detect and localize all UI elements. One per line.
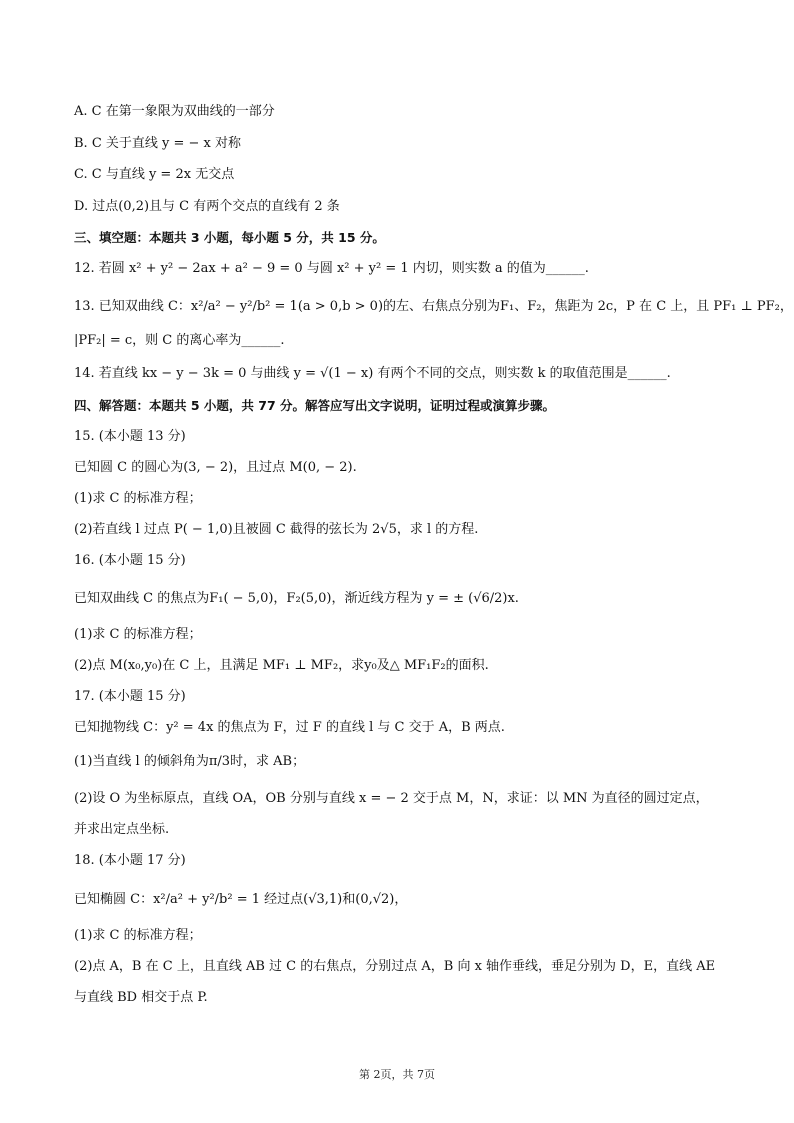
question-18-part-2-line-2: 与直线 BD 相交于点 P. — [74, 990, 208, 1005]
question-18-part-2-line-1: (2)点 A，B 在 C 上，且直线 AB 过 C 的右焦点，分别过点 A，B 向 x 轴作垂线，垂足分别为 D，E，直线 AE — [74, 959, 716, 974]
option-b: B. C 关于直线 y = − x 对称 — [74, 136, 242, 151]
question-14: 14. 若直线 kx − y − 3k = 0 与曲线 y = √(1 − x) 有两个不同的交点，则实数 k 的取值范围是______. — [74, 366, 671, 381]
question-17-header: 17. (本小题 15 分) — [74, 689, 186, 704]
question-15-part-2: (2)若直线 l 过点 P( − 1,0)且被圆 C 截得的弦长为 2√5，求 l 的方程. — [74, 522, 479, 537]
question-18-header: 18. (本小题 17 分) — [74, 853, 186, 868]
question-16-part-2: (2)点 M(x₀,y₀)在 C 上，且满足 MF₁ ⊥ MF₂，求y₀及△ MF₁F₂的面积. — [74, 658, 489, 673]
question-13-line-1: 13. 已知双曲线 C：x²/a² − y²/b² = 1(a > 0,b > 0)的左、右焦点分别为F₁、F₂，焦距为 2c，P 在 C 上，且 PF₁ ⊥ PF₂， — [74, 299, 793, 314]
page-footer: 第 2页，共 7页 — [359, 1068, 435, 1081]
section-answer-header: 四、解答题：本题共 5 小题，共 77 分。解答应写出文字说明，证明过程或演算步骤。 — [74, 398, 556, 413]
option-d: D. 过点(0,2)且与 C 有两个交点的直线有 2 条 — [74, 199, 340, 214]
question-17-part-2-line-1: (2)设 O 为坐标原点，直线 OA，OB 分别与直线 x = − 2 交于点 M，N，求证：以 MN 为直径的圆过定点， — [74, 791, 709, 806]
question-17-part-1: (1)当直线 l 的倾斜角为π/3时，求 AB； — [74, 754, 306, 769]
question-15-part-1: (1)求 C 的标准方程； — [74, 491, 202, 506]
section-fill-in-header: 三、填空题：本题共 3 小题，每小题 5 分，共 15 分。 — [74, 230, 385, 245]
question-18-stem: 已知椭圆 C：x²/a² + y²/b² = 1 经过点(√3,1)和(0,√2)， — [74, 892, 408, 907]
question-15-stem: 已知圆 C 的圆心为(3, − 2)，且过点 M(0, − 2). — [74, 460, 357, 475]
question-17-stem: 已知抛物线 C：y² = 4x 的焦点为 F，过 F 的直线 l 与 C 交于 A，B 两点. — [74, 720, 505, 735]
option-c: C. C 与直线 y = 2x 无交点 — [74, 167, 235, 182]
question-16-stem: 已知双曲线 C 的焦点为F₁( − 5,0)，F₂(5,0)，渐近线方程为 y = ± (√6/2)x. — [74, 591, 519, 606]
option-a: A. C 在第一象限为双曲线的一部分 — [74, 104, 275, 119]
question-13-line-2: |PF₂| = c，则 C 的离心率为______. — [74, 333, 285, 348]
question-16-part-1: (1)求 C 的标准方程； — [74, 627, 202, 642]
question-17-part-2-line-2: 并求出定点坐标. — [74, 822, 170, 837]
question-15-header: 15. (本小题 13 分) — [74, 429, 186, 444]
question-16-header: 16. (本小题 15 分) — [74, 553, 186, 568]
question-18-part-1: (1)求 C 的标准方程； — [74, 928, 202, 943]
question-12: 12. 若圆 x² + y² − 2ax + a² − 9 = 0 与圆 x² + y² = 1 内切，则实数 a 的值为______. — [74, 261, 589, 276]
